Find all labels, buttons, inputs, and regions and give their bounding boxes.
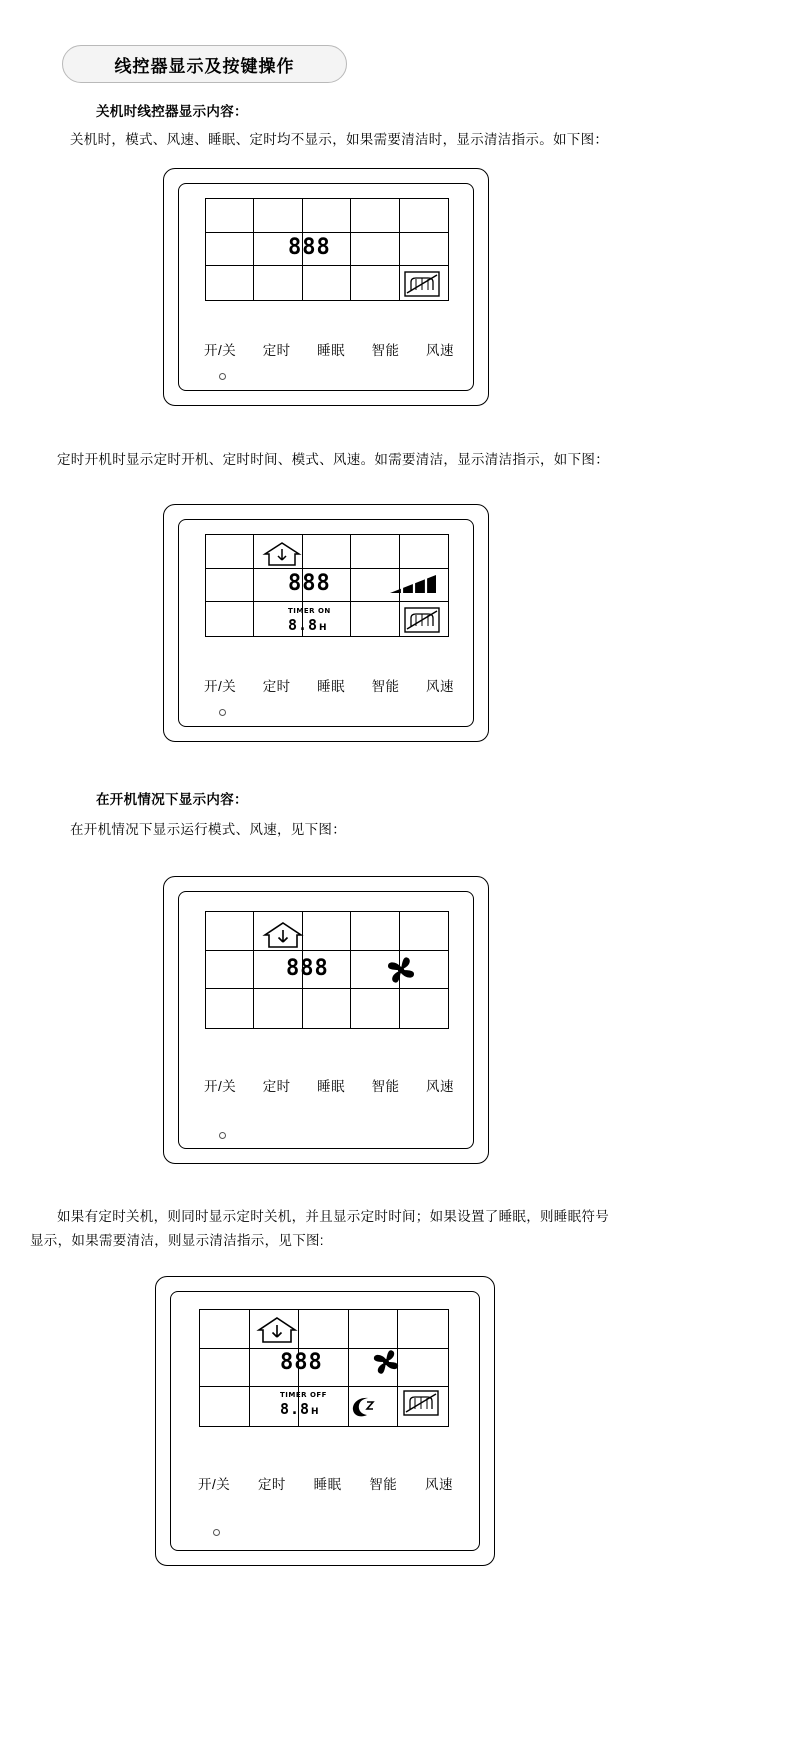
temperature-digits: 888 [280, 1350, 323, 1375]
button-fan-speed[interactable]: 风速 [425, 1079, 454, 1094]
status-led-indicator [213, 1529, 220, 1536]
button-label-row-timer-on [204, 675, 454, 695]
temperature-digits: 888 [286, 956, 329, 981]
lcd-cell [303, 569, 351, 603]
lcd-cell [351, 989, 399, 1028]
lcd-panel-timer-on [205, 534, 449, 637]
lcd-cell [299, 1387, 349, 1426]
paragraph-3-heading: 在开机情况下显示内容： [96, 792, 248, 807]
paragraph-1-body: 关机时，模式、风速、睡眠、定时均不显示，如果需要清洁时，显示清洁指示。如下图： [70, 132, 609, 147]
lcd-cell [254, 951, 302, 990]
timer-value-digits: 8.8 [288, 616, 319, 634]
lcd-cell [351, 535, 399, 569]
lcd-cell [254, 266, 302, 300]
lcd-cell [351, 951, 399, 990]
lcd-cell [400, 535, 448, 569]
lcd-cell [250, 1387, 300, 1426]
button-label-row-power-on [204, 1075, 454, 1095]
lcd-cell [303, 989, 351, 1028]
lcd-cell [351, 266, 399, 300]
lcd-cell [303, 951, 351, 990]
button-timer[interactable]: 定时 [262, 1079, 291, 1094]
lcd-cell [254, 989, 302, 1028]
button-fan-speed[interactable]: 风速 [424, 1477, 453, 1492]
button-sleep[interactable]: 睡眠 [313, 1477, 342, 1492]
lcd-cell [303, 233, 351, 267]
button-timer[interactable]: 定时 [262, 343, 291, 358]
paragraph-3-body: 在开机情况下显示运行模式、风速，见下图： [70, 822, 346, 837]
button-smart[interactable]: 智能 [371, 1079, 400, 1094]
lcd-cell [400, 233, 448, 267]
paragraph-2-body: 定时开机时显示定时开机、定时时间、模式、风速。如需要清洁，显示清洁指示，如下图： [57, 452, 609, 467]
button-sleep[interactable]: 睡眠 [317, 1079, 346, 1094]
lcd-panel-timer-off-sleep [199, 1309, 449, 1427]
button-power[interactable]: 开/关 [204, 343, 237, 358]
lcd-cell [206, 535, 254, 569]
button-smart[interactable]: 智能 [369, 1477, 398, 1492]
status-led-indicator [219, 1132, 226, 1139]
button-power[interactable]: 开/关 [204, 1079, 237, 1094]
button-sleep[interactable]: 睡眠 [317, 343, 346, 358]
lcd-cell [351, 912, 399, 951]
lcd-cell [200, 1349, 250, 1388]
lcd-cell [299, 1349, 349, 1388]
timer-value-digits: 8.8 [280, 1400, 311, 1418]
lcd-cell [400, 912, 448, 951]
lcd-cell [351, 199, 399, 233]
lcd-cell [398, 1387, 448, 1426]
button-smart[interactable]: 智能 [371, 679, 400, 694]
lcd-cell [254, 569, 302, 603]
lcd-cell [254, 912, 302, 951]
paragraph-4-body-line2: 显示，如果需要清洁，则显示清洁指示，见下图: [30, 1233, 324, 1248]
button-fan-speed[interactable]: 风速 [425, 343, 454, 358]
lcd-cell [303, 535, 351, 569]
lcd-cell [303, 602, 351, 636]
button-timer[interactable]: 定时 [262, 679, 291, 694]
button-smart[interactable]: 智能 [371, 343, 400, 358]
lcd-cell [351, 569, 399, 603]
lcd-cell [254, 199, 302, 233]
button-power[interactable]: 开/关 [204, 679, 237, 694]
lcd-cell [303, 199, 351, 233]
lcd-cell [200, 1310, 250, 1349]
button-power[interactable]: 开/关 [198, 1477, 231, 1492]
temperature-digits: 888 [288, 235, 331, 260]
lcd-cell [206, 989, 254, 1028]
section-title: 线控器显示及按键操作 [114, 56, 295, 76]
lcd-cell [254, 602, 302, 636]
lcd-cell [303, 266, 351, 300]
lcd-cell [349, 1310, 399, 1349]
timer-state-label: TIMER ON [288, 607, 331, 615]
lcd-panel-power-on [205, 911, 449, 1029]
lcd-cell [206, 569, 254, 603]
lcd-cell [400, 602, 448, 636]
lcd-cell [206, 602, 254, 636]
lcd-panel-power-off [205, 198, 449, 301]
lcd-cell [303, 912, 351, 951]
lcd-cell [351, 602, 399, 636]
button-fan-speed[interactable]: 风速 [425, 679, 454, 694]
controller-device-power-on [163, 876, 489, 1164]
lcd-cell [254, 535, 302, 569]
lcd-cell [349, 1349, 399, 1388]
lcd-cell [206, 233, 254, 267]
lcd-cell [206, 266, 254, 300]
lcd-cell [400, 266, 448, 300]
timer-unit-hour: H [311, 1407, 319, 1417]
controller-device-timer-on [163, 504, 489, 742]
lcd-cell [398, 1310, 448, 1349]
lcd-cell [206, 951, 254, 990]
button-label-row-power-off [204, 339, 454, 359]
lcd-cell [400, 951, 448, 990]
lcd-cell [250, 1349, 300, 1388]
lcd-cell [398, 1349, 448, 1388]
controller-device-power-off [163, 168, 489, 406]
temperature-digits: 888 [288, 571, 331, 596]
paragraph-1-heading: 关机时线控器显示内容： [96, 104, 248, 119]
lcd-cell [351, 233, 399, 267]
lcd-cell [250, 1310, 300, 1349]
section-title-pill [62, 45, 347, 83]
lcd-cell [206, 199, 254, 233]
controller-device-timer-off-sleep [155, 1276, 495, 1566]
button-sleep[interactable]: 睡眠 [317, 679, 346, 694]
lcd-cell [400, 569, 448, 603]
button-label-row-timer-off-sleep [198, 1473, 453, 1493]
lcd-cell [400, 199, 448, 233]
paragraph-4-body-line1: 如果有定时关机，则同时显示定时关机，并且显示定时时间；如果设置了睡眠，则睡眠符号 [57, 1209, 609, 1224]
lcd-cell [349, 1387, 399, 1426]
lcd-cell [200, 1387, 250, 1426]
lcd-cell [299, 1310, 349, 1349]
timer-state-label: TIMER OFF [280, 1391, 327, 1399]
status-led-indicator [219, 709, 226, 716]
lcd-cell [254, 233, 302, 267]
lcd-cell [206, 912, 254, 951]
button-timer[interactable]: 定时 [257, 1477, 286, 1492]
status-led-indicator [219, 373, 226, 380]
timer-unit-hour: H [319, 623, 327, 633]
lcd-cell [400, 989, 448, 1028]
